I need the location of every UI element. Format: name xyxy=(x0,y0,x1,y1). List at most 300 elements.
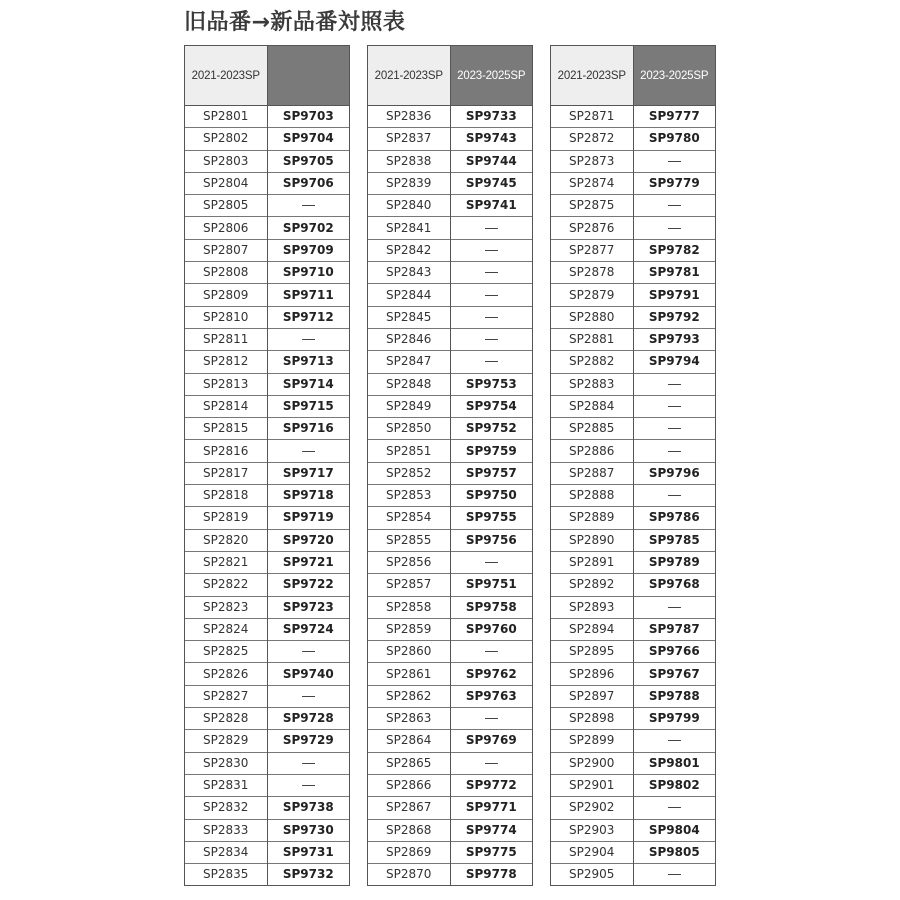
new-part-number: SP9805 xyxy=(633,841,715,863)
old-part-number: SP2825 xyxy=(185,641,267,663)
new-part-number: SP9804 xyxy=(633,819,715,841)
old-part-number: SP2812 xyxy=(185,351,267,373)
table-row xyxy=(551,195,715,217)
table-row xyxy=(551,730,715,752)
table-row xyxy=(551,797,715,819)
no-replacement xyxy=(450,217,532,239)
dash-icon xyxy=(302,451,315,452)
table-row xyxy=(368,284,532,306)
old-part-number: SP2878 xyxy=(551,262,633,284)
old-part-number: SP2882 xyxy=(551,351,633,373)
no-replacement xyxy=(450,752,532,774)
new-part-number: SP9782 xyxy=(633,239,715,261)
old-part-number: SP2868 xyxy=(368,819,450,841)
no-replacement xyxy=(267,195,349,217)
old-part-number: SP2869 xyxy=(368,841,450,863)
dash-icon xyxy=(668,495,681,496)
old-part-number: SP2895 xyxy=(551,641,633,663)
old-part-number: SP2854 xyxy=(368,507,450,529)
table-row xyxy=(368,440,532,462)
table-row xyxy=(368,217,532,239)
table-row xyxy=(551,351,715,373)
table-row xyxy=(185,507,349,529)
old-part-number: SP2814 xyxy=(185,395,267,417)
table-row xyxy=(368,641,532,663)
table-row xyxy=(185,551,349,573)
old-part-number: SP2829 xyxy=(185,730,267,752)
new-part-number: SP9711 xyxy=(267,284,349,306)
table-row xyxy=(185,106,349,128)
old-part-number: SP2822 xyxy=(185,574,267,596)
table-row xyxy=(185,217,349,239)
new-part-number: SP9716 xyxy=(267,418,349,440)
table-row xyxy=(368,485,532,507)
part-number-table xyxy=(185,46,349,885)
table-row xyxy=(185,797,349,819)
new-part-number: SP9778 xyxy=(450,864,532,886)
old-part-number: SP2821 xyxy=(185,551,267,573)
old-part-number: SP2888 xyxy=(551,485,633,507)
table-row xyxy=(368,262,532,284)
table-row xyxy=(185,864,349,886)
table-row xyxy=(368,529,532,551)
old-part-number: SP2801 xyxy=(185,106,267,128)
new-part-number: SP9754 xyxy=(450,395,532,417)
old-part-number: SP2810 xyxy=(185,306,267,328)
new-part-number: SP9759 xyxy=(450,440,532,462)
table-row xyxy=(185,641,349,663)
table-row xyxy=(551,596,715,618)
table-row xyxy=(551,128,715,150)
new-part-number: SP9709 xyxy=(267,239,349,261)
table-row xyxy=(185,596,349,618)
new-part-number: SP9723 xyxy=(267,596,349,618)
table-row xyxy=(551,864,715,886)
new-part-number: SP9751 xyxy=(450,574,532,596)
table-row xyxy=(551,462,715,484)
table-row xyxy=(185,618,349,640)
table-row xyxy=(551,106,715,128)
old-part-number: SP2901 xyxy=(551,774,633,796)
old-part-number: SP2826 xyxy=(185,663,267,685)
old-part-number: SP2885 xyxy=(551,418,633,440)
table-row xyxy=(551,485,715,507)
old-part-number: SP2870 xyxy=(368,864,450,886)
old-part-number: SP2842 xyxy=(368,239,450,261)
dash-icon xyxy=(668,406,681,407)
table-row xyxy=(368,106,532,128)
new-part-number: SP9729 xyxy=(267,730,349,752)
old-part-number: SP2805 xyxy=(185,195,267,217)
old-part-number: SP2828 xyxy=(185,708,267,730)
old-part-number: SP2850 xyxy=(368,418,450,440)
new-part-number: SP9771 xyxy=(450,797,532,819)
table-row xyxy=(185,663,349,685)
old-part-number: SP2881 xyxy=(551,328,633,350)
new-part-number: SP9779 xyxy=(633,172,715,194)
new-part-number: SP9791 xyxy=(633,284,715,306)
no-replacement xyxy=(267,328,349,350)
old-part-number: SP2841 xyxy=(368,217,450,239)
new-part-number: SP9703 xyxy=(282,109,334,124)
no-replacement xyxy=(633,195,715,217)
dash-icon xyxy=(485,361,498,362)
dash-icon xyxy=(668,205,681,206)
old-part-number: SP2884 xyxy=(551,395,633,417)
old-part-number: SP2831 xyxy=(185,774,267,796)
old-part-number: SP2893 xyxy=(551,596,633,618)
dash-icon xyxy=(302,339,315,340)
table-row xyxy=(368,730,532,752)
old-part-number: SP2892 xyxy=(551,574,633,596)
no-replacement xyxy=(633,797,715,819)
header-row xyxy=(551,46,715,106)
old-part-number: SP2896 xyxy=(551,663,633,685)
new-part-number: SP9719 xyxy=(267,507,349,529)
new-part-number: SP9781 xyxy=(633,262,715,284)
old-part-number: SP2843 xyxy=(368,262,450,284)
table-row xyxy=(185,819,349,841)
table-row xyxy=(551,262,715,284)
table-row xyxy=(185,150,349,172)
old-part-number: SP2867 xyxy=(368,797,450,819)
table-row xyxy=(185,529,349,551)
old-part-number: SP2804 xyxy=(185,172,267,194)
table-row xyxy=(551,306,715,328)
table-row xyxy=(551,641,715,663)
new-part-number: SP9788 xyxy=(633,685,715,707)
dash-icon xyxy=(485,651,498,652)
table-row xyxy=(368,172,532,194)
old-part-number: SP2855 xyxy=(368,529,450,551)
table-row xyxy=(185,418,349,440)
table-row xyxy=(185,284,349,306)
new-part-number: SP9777 xyxy=(648,109,700,124)
new-part-number: SP9732 xyxy=(267,864,349,886)
old-part-number: SP2898 xyxy=(551,708,633,730)
table-row xyxy=(551,819,715,841)
new-part-number: SP9745 xyxy=(450,172,532,194)
old-part-number: SP2880 xyxy=(551,306,633,328)
new-part-number: SP9787 xyxy=(633,618,715,640)
table-row xyxy=(551,418,715,440)
old-part-number: SP2838 xyxy=(368,150,450,172)
table-row xyxy=(368,418,532,440)
dash-icon xyxy=(302,205,315,206)
old-part-number: SP2830 xyxy=(185,752,267,774)
new-part-number: SP9713 xyxy=(267,351,349,373)
table-row xyxy=(368,328,532,350)
old-part-number: SP2889 xyxy=(551,507,633,529)
dash-icon xyxy=(485,228,498,229)
dash-icon xyxy=(485,339,498,340)
no-replacement xyxy=(633,395,715,417)
old-part-number: SP2900 xyxy=(551,752,633,774)
table-row xyxy=(368,774,532,796)
old-part-number: SP2905 xyxy=(551,864,633,886)
new-part-number: SP9760 xyxy=(450,618,532,640)
table-row xyxy=(551,172,715,194)
table-row xyxy=(368,351,532,373)
table-row xyxy=(185,485,349,507)
dash-icon xyxy=(485,272,498,273)
new-part-number: SP9750 xyxy=(450,485,532,507)
table-row xyxy=(551,774,715,796)
table-row xyxy=(185,730,349,752)
new-part-number: SP9799 xyxy=(633,708,715,730)
old-part-number: SP2864 xyxy=(368,730,450,752)
old-part-number: SP2848 xyxy=(368,373,450,395)
table-row xyxy=(551,440,715,462)
table-row xyxy=(551,752,715,774)
header-row xyxy=(368,46,532,106)
old-part-number: SP2874 xyxy=(551,172,633,194)
old-part-number: SP2802 xyxy=(185,128,267,150)
dash-icon xyxy=(485,317,498,318)
new-part-number: SP9721 xyxy=(267,551,349,573)
old-part-number: SP2839 xyxy=(368,172,450,194)
new-part-number: SP9720 xyxy=(267,529,349,551)
new-part-number: SP9801 xyxy=(633,752,715,774)
new-part-number: SP9796 xyxy=(633,462,715,484)
new-part-number: SP9794 xyxy=(633,351,715,373)
no-replacement xyxy=(633,485,715,507)
old-part-number: SP2846 xyxy=(368,328,450,350)
new-part-number: SP9786 xyxy=(633,507,715,529)
new-part-number: SP9789 xyxy=(633,551,715,573)
header-old-model: 2021-2023SP xyxy=(551,46,633,106)
no-replacement xyxy=(450,708,532,730)
old-part-number: SP2834 xyxy=(185,841,267,863)
old-part-number: SP2859 xyxy=(368,618,450,640)
old-part-number: SP2840 xyxy=(368,195,450,217)
table-row xyxy=(551,551,715,573)
table-row xyxy=(368,685,532,707)
old-part-number: SP2876 xyxy=(551,217,633,239)
no-replacement xyxy=(450,262,532,284)
new-part-number: SP9780 xyxy=(633,128,715,150)
table-row xyxy=(185,462,349,484)
table-row xyxy=(185,239,349,261)
new-part-number: SP9772 xyxy=(450,774,532,796)
no-replacement xyxy=(633,373,715,395)
new-part-number: SP9741 xyxy=(450,195,532,217)
new-part-number: SP9730 xyxy=(267,819,349,841)
table-row xyxy=(368,663,532,685)
old-part-number: SP2832 xyxy=(185,797,267,819)
dash-icon xyxy=(485,718,498,719)
no-replacement xyxy=(267,685,349,707)
dash-icon xyxy=(302,763,315,764)
old-part-number: SP2803 xyxy=(185,150,267,172)
header-new-model xyxy=(267,46,349,106)
new-part-number: SP9714 xyxy=(267,373,349,395)
no-replacement xyxy=(450,306,532,328)
new-part-number: SP9743 xyxy=(450,128,532,150)
header-new-model: 2023-2025SP xyxy=(633,46,715,106)
table-row xyxy=(185,306,349,328)
no-replacement xyxy=(267,752,349,774)
table-row xyxy=(368,864,532,886)
table-row xyxy=(185,841,349,863)
table-row xyxy=(368,306,532,328)
new-part-number: SP9733 xyxy=(465,109,517,124)
table-row xyxy=(368,373,532,395)
dash-icon xyxy=(668,384,681,385)
header-old-model: 2021-2023SP xyxy=(368,46,450,106)
new-part-number: SP9722 xyxy=(267,574,349,596)
old-part-number: SP2835 xyxy=(185,864,267,886)
table-row xyxy=(368,596,532,618)
new-part-number: SP9744 xyxy=(450,150,532,172)
old-part-number: SP2894 xyxy=(551,618,633,640)
old-part-number: SP2849 xyxy=(368,395,450,417)
table-row xyxy=(185,128,349,150)
old-part-number: SP2866 xyxy=(368,774,450,796)
new-part-number: SP9756 xyxy=(450,529,532,551)
old-part-number: SP2819 xyxy=(185,507,267,529)
dash-icon xyxy=(668,161,681,162)
new-part-number: SP9715 xyxy=(267,395,349,417)
header-old-model: 2021-2023SP xyxy=(185,46,267,106)
table-row xyxy=(185,351,349,373)
table-row xyxy=(368,462,532,484)
no-replacement xyxy=(267,440,349,462)
table-row xyxy=(185,262,349,284)
part-number-table xyxy=(551,46,715,885)
no-replacement xyxy=(633,217,715,239)
table-row xyxy=(551,841,715,863)
old-part-number: SP2809 xyxy=(185,284,267,306)
new-part-number: SP9775 xyxy=(450,841,532,863)
dash-icon xyxy=(668,874,681,875)
new-part-number: SP9738 xyxy=(267,797,349,819)
no-replacement xyxy=(633,440,715,462)
new-part-number: SP9763 xyxy=(450,685,532,707)
dash-icon xyxy=(485,763,498,764)
old-part-number: SP2886 xyxy=(551,440,633,462)
old-part-number: SP2899 xyxy=(551,730,633,752)
old-part-number: SP2833 xyxy=(185,819,267,841)
no-replacement xyxy=(450,351,532,373)
old-part-number: SP2808 xyxy=(185,262,267,284)
table-row xyxy=(368,128,532,150)
old-part-number: SP2806 xyxy=(185,217,267,239)
old-part-number: SP2851 xyxy=(368,440,450,462)
old-part-number: SP2852 xyxy=(368,462,450,484)
new-part-number: SP9769 xyxy=(450,730,532,752)
table-row xyxy=(185,395,349,417)
dash-icon xyxy=(668,607,681,608)
table-row xyxy=(185,685,349,707)
old-part-number: SP2807 xyxy=(185,239,267,261)
no-replacement xyxy=(633,730,715,752)
old-part-number: SP2903 xyxy=(551,819,633,841)
old-part-number: SP2811 xyxy=(185,328,267,350)
table-row xyxy=(368,708,532,730)
new-part-number: SP9802 xyxy=(633,774,715,796)
old-part-number: SP2860 xyxy=(368,641,450,663)
table-row xyxy=(551,239,715,261)
old-part-number: SP2827 xyxy=(185,685,267,707)
new-part-number: SP9758 xyxy=(450,596,532,618)
table-row xyxy=(368,195,532,217)
new-part-number: SP9767 xyxy=(633,663,715,685)
old-part-number: SP2857 xyxy=(368,574,450,596)
table-row xyxy=(185,774,349,796)
header-new-model: 2023-2025SP xyxy=(450,46,532,106)
new-part-number: SP9768 xyxy=(633,574,715,596)
dash-icon xyxy=(485,250,498,251)
no-replacement xyxy=(267,774,349,796)
old-part-number: SP2902 xyxy=(551,797,633,819)
dash-icon xyxy=(668,807,681,808)
table-row xyxy=(551,217,715,239)
table-row xyxy=(185,752,349,774)
new-part-number: SP9740 xyxy=(267,663,349,685)
table-row xyxy=(551,529,715,551)
no-replacement xyxy=(267,641,349,663)
new-part-number: SP9704 xyxy=(267,128,349,150)
new-part-number: SP9724 xyxy=(267,618,349,640)
no-replacement xyxy=(450,328,532,350)
table-row xyxy=(551,328,715,350)
table-row xyxy=(551,618,715,640)
old-part-number: SP2856 xyxy=(368,551,450,573)
old-part-number: SP2891 xyxy=(551,551,633,573)
new-part-number: SP9792 xyxy=(633,306,715,328)
dash-icon xyxy=(668,740,681,741)
new-part-number: SP9757 xyxy=(450,462,532,484)
comparison-table-1 xyxy=(184,45,350,886)
old-part-number: SP2904 xyxy=(551,841,633,863)
table-row xyxy=(368,551,532,573)
table-row xyxy=(368,507,532,529)
table-row xyxy=(551,150,715,172)
table-row xyxy=(368,239,532,261)
old-part-number: SP2847 xyxy=(368,351,450,373)
old-part-number: SP2820 xyxy=(185,529,267,551)
no-replacement xyxy=(633,864,715,886)
table-row xyxy=(368,618,532,640)
dash-icon xyxy=(485,562,498,563)
new-part-number: SP9785 xyxy=(633,529,715,551)
old-part-number: SP2853 xyxy=(368,485,450,507)
comparison-table-3 xyxy=(550,45,716,886)
table-row xyxy=(551,708,715,730)
old-part-number: SP2815 xyxy=(185,418,267,440)
new-part-number: SP9752 xyxy=(450,418,532,440)
table-row xyxy=(185,172,349,194)
old-part-number: SP2845 xyxy=(368,306,450,328)
dash-icon xyxy=(302,696,315,697)
old-part-number: SP2837 xyxy=(368,128,450,150)
old-part-number: SP2844 xyxy=(368,284,450,306)
old-part-number: SP2863 xyxy=(368,708,450,730)
old-part-number: SP2875 xyxy=(551,195,633,217)
old-part-number: SP2887 xyxy=(551,462,633,484)
new-part-number: SP9731 xyxy=(267,841,349,863)
new-part-number: SP9766 xyxy=(633,641,715,663)
old-part-number: SP2858 xyxy=(368,596,450,618)
new-part-number: SP9755 xyxy=(450,507,532,529)
header-row xyxy=(185,46,349,106)
new-part-number: SP9717 xyxy=(267,462,349,484)
table-row xyxy=(551,284,715,306)
old-part-number: SP2813 xyxy=(185,373,267,395)
old-part-number: SP2823 xyxy=(185,596,267,618)
new-part-number: SP9710 xyxy=(267,262,349,284)
